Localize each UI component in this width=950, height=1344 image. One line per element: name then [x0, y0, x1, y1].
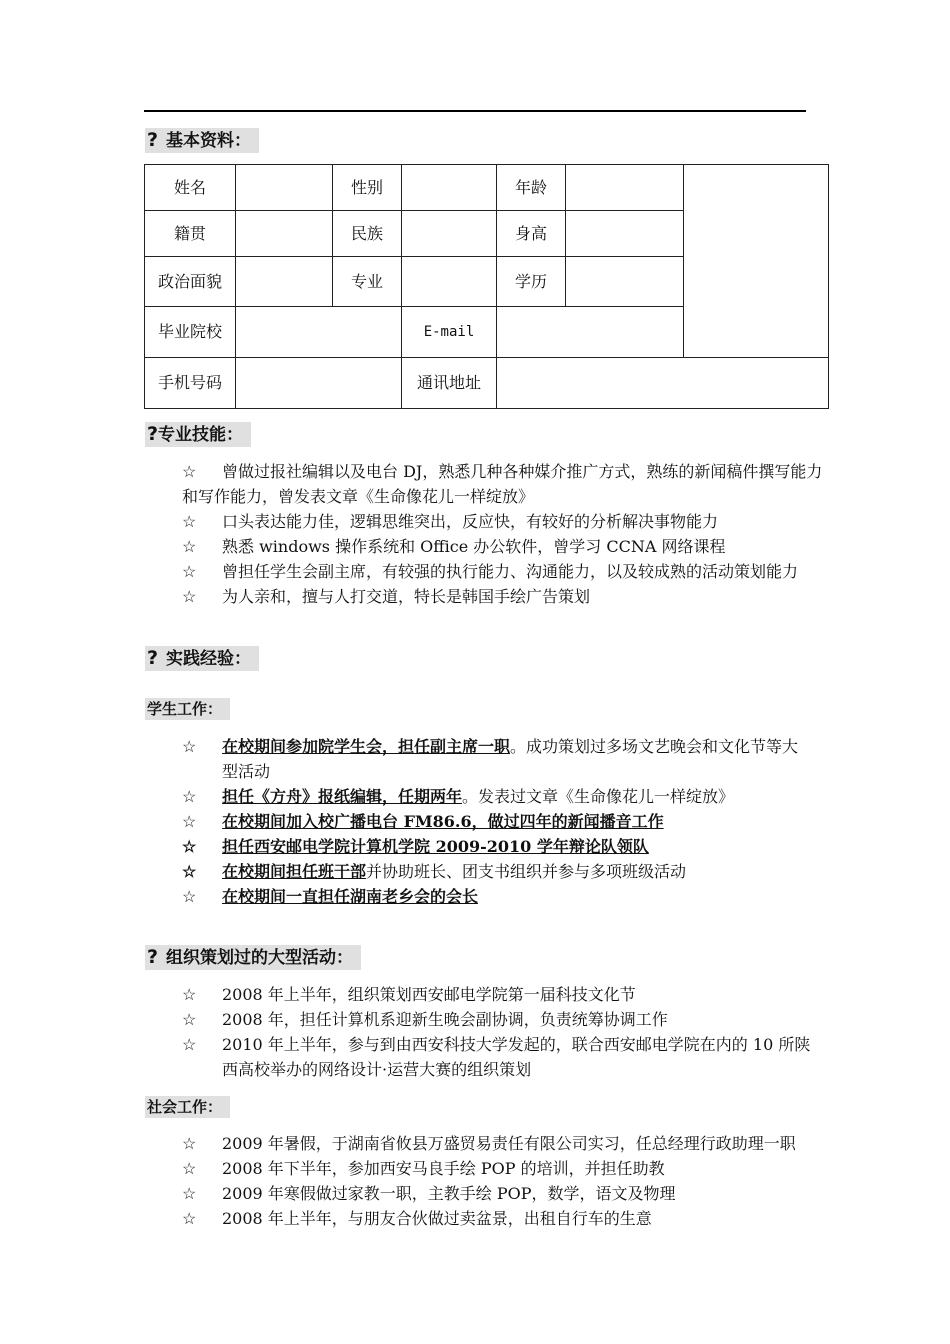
list-item: [182, 1131, 812, 1156]
star-icon: ☆: [182, 737, 197, 756]
item-bold: 在校期间参加院学生会，担任副主席一职: [222, 737, 511, 756]
value-ethnicity[interactable]: [402, 211, 497, 257]
activities-list: [182, 982, 812, 1082]
heading-basic-info-text: 基本资料：: [166, 131, 252, 151]
top-rule: [144, 110, 806, 112]
skill-text: 熟悉 windows 操作系统和 Office 办公软件，曾学习 CCNA 网络课程: [222, 537, 726, 556]
list-item: [182, 784, 812, 809]
value-phone[interactable]: [236, 358, 402, 409]
star-icon: ☆: [182, 537, 197, 556]
label-name: 姓名: [145, 165, 236, 211]
heading-skills-text: 专业技能：: [158, 425, 244, 445]
item-text: 。成功策划过多场文艺晚会和文化节等大型活动: [222, 737, 799, 781]
item-text: 并协助班长、团支书组织并参与多项班级活动: [366, 862, 687, 881]
photo-cell: [684, 165, 829, 358]
star-icon: ☆: [182, 812, 197, 831]
star-icon: ☆: [182, 985, 197, 1004]
list-item: [182, 559, 832, 584]
item-bold: 在校期间一直担任湖南老乡会的会长: [222, 887, 479, 906]
skill-text: 曾担任学生会副主席，有较强的执行能力、沟通能力，以及较成熟的活动策划能力: [222, 562, 799, 581]
list-item: [182, 509, 832, 534]
star-icon: ☆: [182, 512, 197, 531]
value-politics[interactable]: [236, 257, 333, 307]
label-education: 学历: [497, 257, 566, 307]
value-name[interactable]: [236, 165, 333, 211]
skill-text: 口头表达能力佳，逻辑思维突出，反应快，有较好的分析解决事物能力: [222, 512, 719, 531]
bullet-mark: ?: [147, 423, 159, 445]
activity-text: 2010 年上半年，参与到由西安科技大学发起的，联合西安邮电学院在内的 10 所陕西高校举办的网络设计·运营大赛的组织策划: [222, 1035, 811, 1079]
star-icon: ☆: [182, 887, 197, 906]
label-age: 年龄: [497, 165, 566, 211]
list-item: [182, 982, 812, 1007]
bullet-mark: ?: [147, 129, 159, 151]
label-email: E-mail: [402, 307, 497, 358]
list-item: [182, 859, 812, 884]
heading-student-work: 学生工作：: [145, 698, 230, 720]
social-work-text: 2008 年下半年，参加西安马良手绘 POP 的培训，并担任助教: [222, 1159, 665, 1178]
social-work-list: [182, 1131, 812, 1231]
bullet-mark: ?: [147, 647, 159, 669]
star-icon: ☆: [182, 562, 197, 581]
heading-activities: [145, 945, 361, 970]
star-icon: ☆: [182, 1209, 197, 1228]
list-item: [182, 1181, 812, 1206]
label-address: 通讯地址: [402, 358, 497, 409]
item-bold: 在校期间担任班干部: [222, 862, 367, 881]
value-major[interactable]: [402, 257, 497, 307]
label-phone: 手机号码: [145, 358, 236, 409]
item-text: 。发表过文章《生命像花儿一样绽放》: [462, 787, 735, 806]
list-item: [182, 809, 812, 834]
value-address[interactable]: [497, 358, 829, 409]
social-work-text: 2009 年暑假，于湖南省攸县万盛贸易责任有限公司实习，任总经理行政助理一职: [222, 1134, 796, 1153]
basic-info-table: [144, 164, 829, 409]
list-item: [182, 1156, 812, 1181]
social-work-text: 2009 年寒假做过家教一职，主教手绘 POP，数学，语文及物理: [222, 1184, 676, 1203]
list-item: [182, 459, 832, 509]
item-bold: 担任西安邮电学院计算机学院 2009-2010 学年辩论队领队: [222, 837, 649, 856]
heading-practice: [145, 646, 259, 671]
value-gender[interactable]: [402, 165, 497, 211]
bullet-mark: ?: [147, 946, 159, 968]
list-item: [182, 734, 812, 784]
list-item: [182, 834, 812, 859]
value-email[interactable]: [497, 307, 684, 358]
value-height[interactable]: [566, 211, 684, 257]
label-school: 毕业院校: [145, 307, 236, 358]
star-icon: ☆: [182, 1035, 197, 1054]
list-item: [182, 584, 832, 609]
value-education[interactable]: [566, 257, 684, 307]
value-hometown[interactable]: [236, 211, 333, 257]
star-icon: ☆: [182, 837, 197, 856]
heading-skills: [145, 422, 251, 447]
label-politics: 政治面貌: [145, 257, 236, 307]
star-icon: ☆: [182, 787, 197, 806]
heading-practice-text: 实践经验：: [166, 649, 252, 669]
label-gender: 性别: [333, 165, 402, 211]
label-major: 专业: [333, 257, 402, 307]
heading-activities-text: 组织策划过的大型活动：: [166, 948, 354, 968]
activity-text: 2008 年上半年，组织策划西安邮电学院第一届科技文化节: [222, 985, 636, 1004]
label-hometown: 籍贯: [145, 211, 236, 257]
skill-text: 曾做过报社编辑以及电台 DJ，熟悉几种各种媒介推广方式，熟练的新闻稿件撰写能力和写作能力，曾发表文章《生命像花儿一样绽放》: [182, 462, 823, 506]
student-work-list: [182, 734, 812, 909]
activity-text: 2008 年，担任计算机系迎新生晚会副协调，负责统筹协调工作: [222, 1010, 668, 1029]
star-icon: ☆: [182, 587, 197, 606]
label-height: 身高: [497, 211, 566, 257]
list-item: [182, 1007, 812, 1032]
star-icon: ☆: [182, 1159, 197, 1178]
social-work-text: 2008 年上半年，与朋友合伙做过卖盆景，出租自行车的生意: [222, 1209, 652, 1228]
list-item: [182, 884, 812, 909]
item-bold: 在校期间加入校广播电台 FM86.6，做过四年的新闻播音工作: [222, 812, 664, 831]
star-icon: ☆: [182, 1134, 197, 1153]
star-icon: ☆: [182, 462, 197, 481]
skill-text: 为人亲和，擅与人打交道，特长是韩国手绘广告策划: [222, 587, 591, 606]
list-item: [182, 534, 832, 559]
star-icon: ☆: [182, 1010, 197, 1029]
value-school[interactable]: [236, 307, 402, 358]
heading-social-work: 社会工作：: [145, 1096, 230, 1118]
star-icon: ☆: [182, 1184, 197, 1203]
label-ethnicity: 民族: [333, 211, 402, 257]
list-item: [182, 1206, 812, 1231]
heading-basic-info: [145, 128, 259, 153]
list-item: [182, 1032, 812, 1082]
star-icon: ☆: [182, 862, 197, 881]
value-age[interactable]: [566, 165, 684, 211]
skills-list: [182, 459, 832, 609]
item-bold: 担任《方舟》报纸编辑，任期两年: [222, 787, 463, 806]
